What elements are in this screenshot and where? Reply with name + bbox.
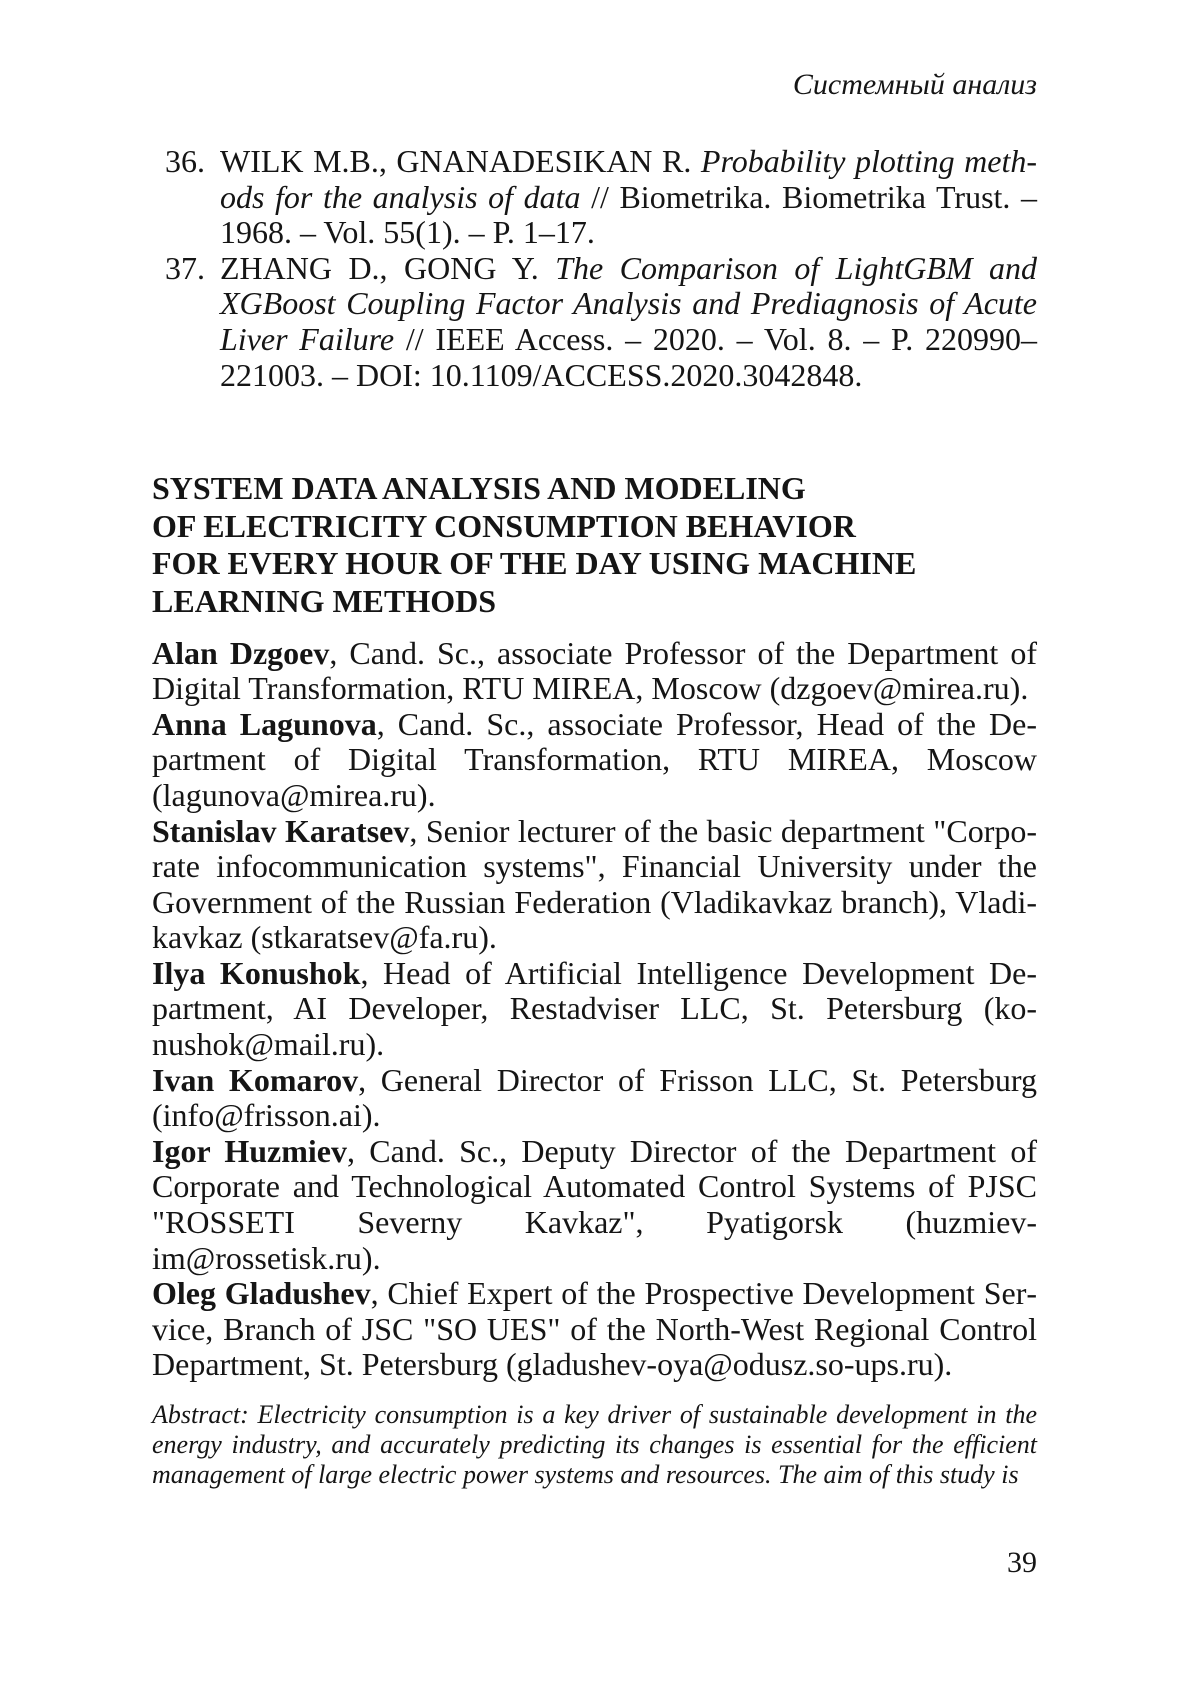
reference-number: 37. <box>165 249 205 286</box>
author-name: Ivan Komarov <box>152 1061 359 1098</box>
abstract-label: Abstract: <box>152 1400 249 1429</box>
author-name: Ilya Konushok <box>152 954 361 991</box>
author-name: Anna Lagunova <box>152 705 377 742</box>
author-name: Oleg Gladushev <box>152 1275 371 1312</box>
author-entry <box>152 636 1037 707</box>
author-details: , Head of Artificial Intelligence Development Department, AI Developer, Restadviser LLC, St. Petersburg (konushok@mail.ru). <box>152 954 1037 1063</box>
author-name: Alan Dzgoev <box>152 634 330 671</box>
reference-authors: WILK M.B., GNANADESIKAN R. <box>220 143 701 179</box>
running-header-text: Системный анализ <box>792 68 1037 101</box>
reference-item <box>152 144 1037 251</box>
author-details: , Cand. Sc., associate Professor of the Department of Digital Transformation, RTU MIREA, Moscow (dzgoev@mirea.ru). <box>152 634 1038 707</box>
author-details: , General Director of Frisson LLC, St. Petersburg (info@frisson.ai). <box>152 1061 1038 1134</box>
page-number: 39 <box>1007 1546 1037 1579</box>
reference-title: The Comparison of LightGBM and XGBoost Coupling Factor Analysis and Prediagnosis of Acute Liver Failure <box>220 249 1038 357</box>
author-details: , Chief Expert of the Prospective Development Service, Branch of JSC "SO UES" of the North-West Regional Control Department, St. Petersburg (gladushev-oya@odusz.so-ups.ru). <box>152 1275 1038 1383</box>
article-title-line: OF ELECTRICITY CONSUMPTION BEHAVIOR <box>152 507 856 544</box>
reference-item <box>152 251 1037 393</box>
author-entry <box>152 1063 1037 1134</box>
reference-source: // IEEE Access. – 2020. – Vol. 8. – P. 220990–221003. – DOI: 10.1109/ACCESS.2020.3042848. <box>220 320 1038 393</box>
article-title <box>152 470 1037 620</box>
reference-authors: ZHANG D., GONG Y. <box>220 249 556 286</box>
abstract <box>152 1400 1037 1490</box>
author-details: , Cand. Sc., associate Professor, Head of the Department of Digital Transformation, RTU MIREA, Moscow (lagunova@mirea.ru). <box>152 705 1038 813</box>
author-details: , Senior lecturer of the basic department "Corporate infocommunication systems", Financial University under the Government of the Russian Federation (Vladikavkaz branch), Vladikavkaz (stkaratsev@fa.ru). <box>152 812 1038 956</box>
reference-list <box>152 144 1037 393</box>
reference-number: 36. <box>165 143 205 179</box>
author-entry <box>152 707 1037 814</box>
reference-title: Probability plotting methods for the analysis of data <box>220 143 1038 215</box>
page-content <box>152 0 1037 1580</box>
running-header <box>152 68 1037 102</box>
author-details: , Cand. Sc., Deputy Director of the Department of Corporate and Technological Automated Control Systems of PJSC "ROSSETI Severny Kavkaz", Pyatigorsk (huzmiev-im@rossetisk.ru). <box>152 1132 1038 1276</box>
article-title-line: SYSTEM DATA ANALYSIS AND MODELING <box>152 470 806 507</box>
article-title-line: FOR EVERY HOUR OF THE DAY USING MACHINE <box>152 545 917 582</box>
author-name: Stanislav Karatsev <box>152 812 410 849</box>
author-entry <box>152 1276 1037 1383</box>
author-name: Igor Huzmiev <box>152 1132 347 1169</box>
author-entry <box>152 956 1037 1063</box>
author-entry <box>152 1134 1037 1276</box>
author-list <box>152 636 1037 1383</box>
article-title-line: LEARNING METHODS <box>152 582 497 619</box>
abstract-text: Electricity consumption is a key driver of sustainable development in the energy industry, and accurately predicting its changes is essential for the efficient management of large electric power systems and resources. The aim of this study is <box>152 1400 1037 1489</box>
author-entry <box>152 814 1037 956</box>
reference-source: // Biometrika. Biometrika Trust. – 1968. – Vol. 55(1). – P. 1–17. <box>220 178 1038 251</box>
